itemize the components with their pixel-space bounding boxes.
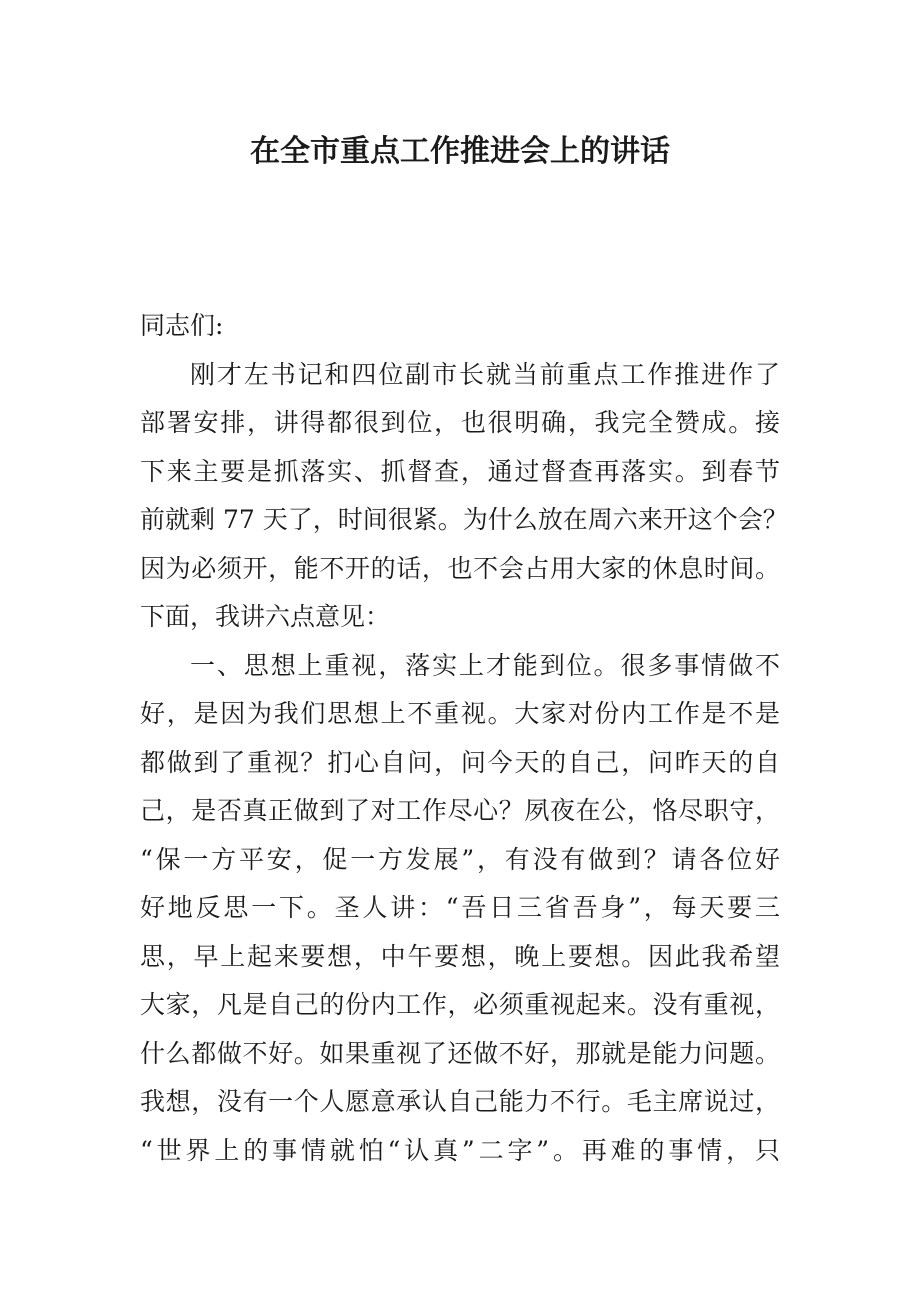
paragraph-line: 好，是因为我们思想上不重视。大家对份内工作是不是	[140, 699, 780, 728]
paragraph-line: 下面，我讲六点意见：	[140, 602, 391, 631]
paragraph-line: “世界上的事情就怕“认真”二字”。再难的事情，只	[140, 1135, 780, 1165]
document-title: 在全市重点工作推进会上的讲话	[250, 134, 670, 169]
paragraph-line: 己，是否真正做到了对工作尽心？夙夜在公，恪尽职守，	[140, 796, 780, 825]
document-body	[140, 302, 788, 1175]
paragraph-line: 思，早上起来要想，中午要想，晚上要想。因此我希望	[140, 941, 780, 971]
paragraph-1	[140, 351, 788, 642]
paragraph-line: 好地反思一下。圣人讲：“吾日三省吾身”，每天要三	[140, 893, 780, 922]
paragraph-line: 都做到了重视？扪心自问，问今天的自己，问昨天的自	[140, 747, 780, 777]
paragraph-line: 一、思想上重视，落实上才能到位。很多事情做不	[190, 650, 780, 680]
paragraph-line: 下来主要是抓落实、抓督查，通过督查再落实。到春节	[140, 456, 780, 486]
paragraph-line: 大家，凡是自己的份内工作，必须重视起来。没有重视，	[140, 990, 780, 1019]
paragraph-line: 刚才左书记和四位副市长就当前重点工作推进作了	[190, 359, 780, 389]
paragraph-line: 部署安排，讲得都很到位，也很明确，我完全赞成。接	[140, 408, 780, 437]
paragraph-line: 因为必须开，能不开的话，也不会占用大家的休息时间。	[140, 553, 780, 583]
paragraph-line: 前就剩 77 天了，时间很紧。为什么放在周六来开这个会？	[140, 505, 788, 534]
paragraph-line: “保一方平安，促一方发展”，有没有做到？请各位好	[140, 844, 780, 874]
paragraph-line: 什么都做不好。如果重视了还做不好，那就是能力问题。	[140, 1038, 780, 1068]
paragraph-line: 我想，没有一个人愿意承认自己能力不行。毛主席说过，	[140, 1087, 780, 1116]
salutation: 同志们:	[140, 311, 224, 340]
paragraph-2	[140, 642, 780, 1176]
